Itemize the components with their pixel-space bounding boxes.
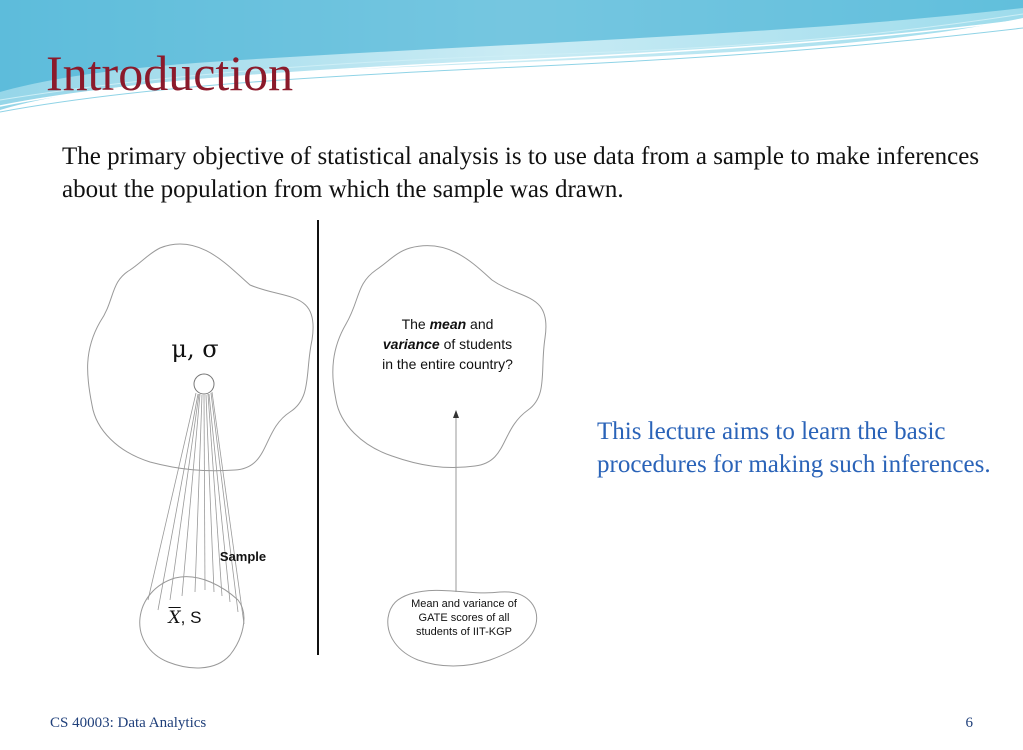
intro-paragraph: The primary objective of statistical analysis is to use data from a sample to make inferences about the population from which the sample was drawn. [62, 143, 980, 203]
question-mean: mean [429, 316, 467, 332]
question-prefix: The [401, 316, 430, 332]
sample-mean-symbol: $\overline{X}$ [168, 608, 181, 628]
footer-course: CS 40003: Data Analytics [50, 715, 207, 731]
sample-measure-text: Mean and variance of GATE scores of all students of IIT-KGP [411, 598, 517, 638]
sample-label: Sample [219, 549, 267, 564]
slide-title: Introduction [46, 45, 294, 101]
lecture-note: This lecture aims to learn the basic procedures for making such inferences. [597, 418, 991, 478]
page-number: 6 [965, 715, 973, 731]
question-variance: variance [382, 336, 440, 352]
question-suffix: of students in the entire country? [382, 336, 513, 372]
population-question [380, 314, 515, 374]
population-parameters: μ, σ [171, 335, 219, 363]
population-point [194, 374, 214, 394]
sample-statistics [150, 608, 220, 628]
question-mid: and [466, 316, 494, 332]
sample-sd-symbol: , S [180, 608, 202, 627]
sampling-lines [148, 392, 244, 624]
